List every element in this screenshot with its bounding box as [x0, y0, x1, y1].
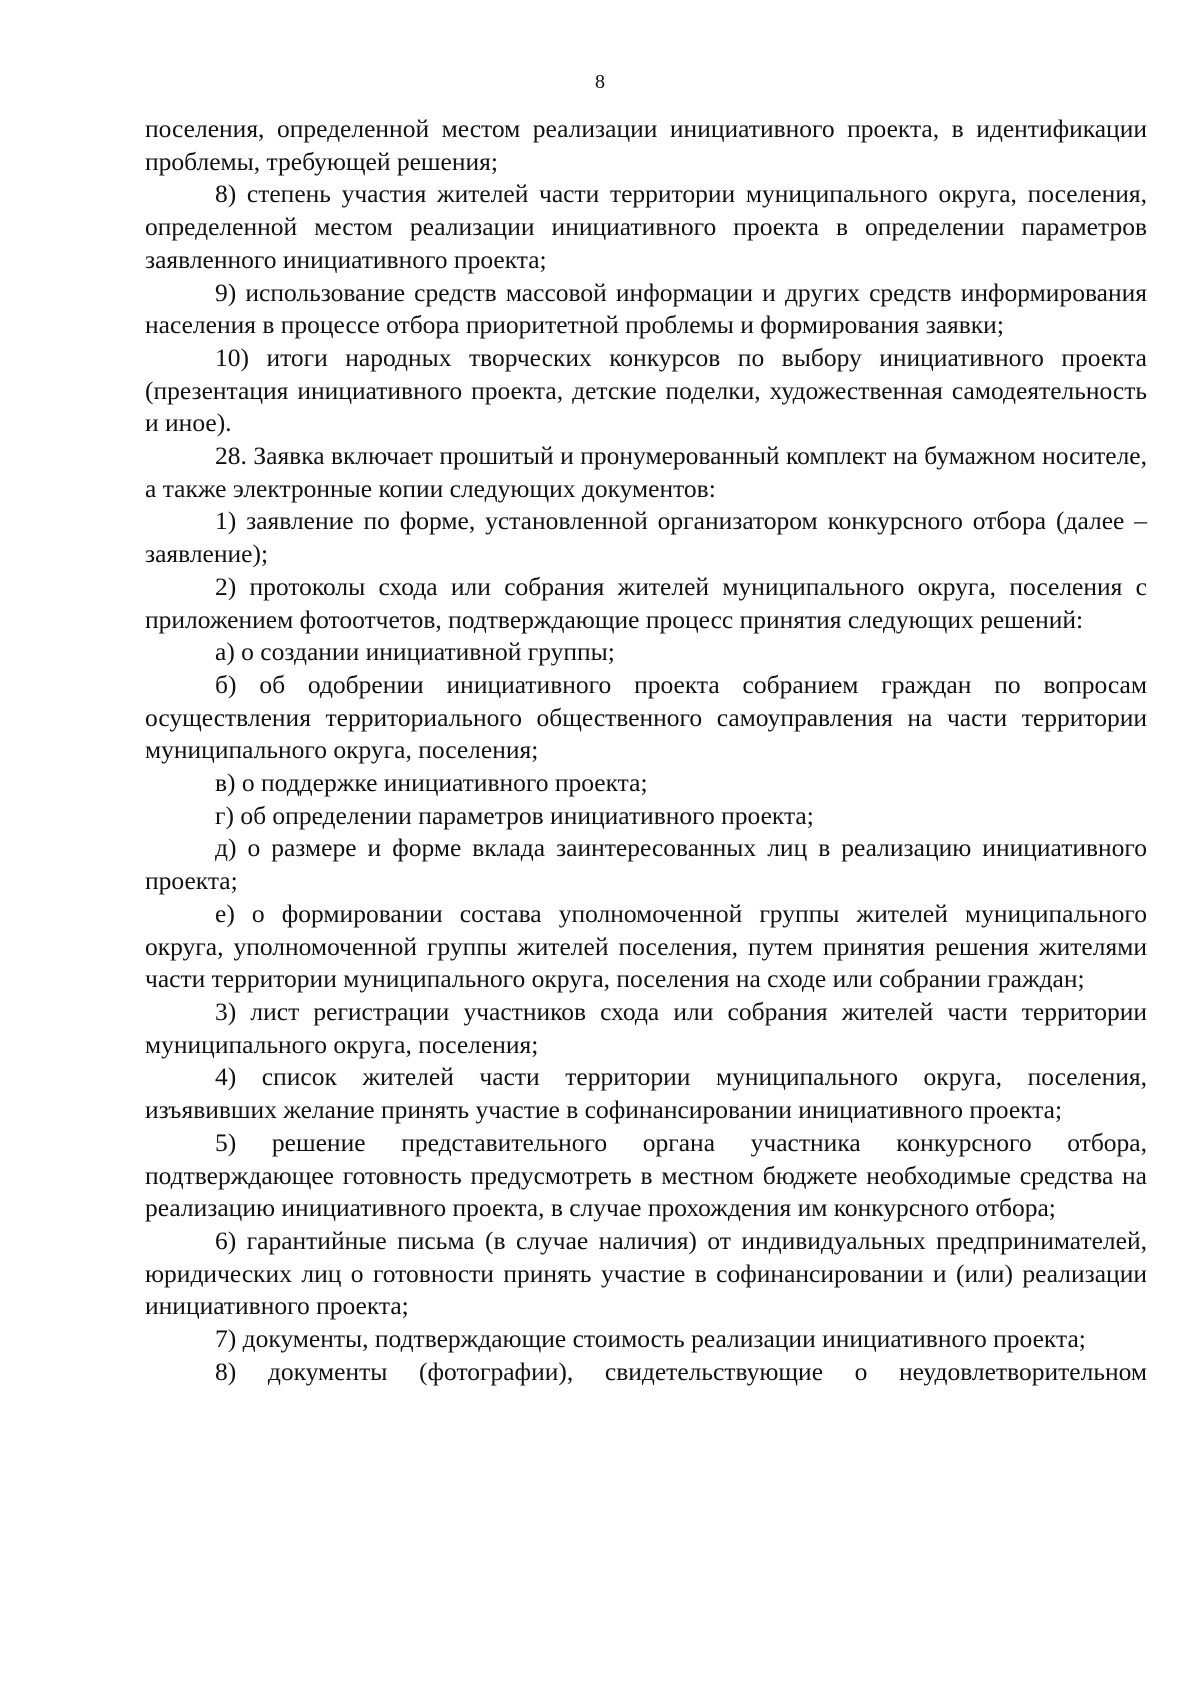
paragraph-sub-e: е) о формировании состава уполномоченной группы жителей муниципального округа, уполномоченной группы жителей поселения, путем принятия решения жителями части территории муниципального округа, поселения на сходе или собрании граждан; — [145, 898, 1147, 994]
paragraph-sub-d: д) о размере и форме вклада заинтересованных лиц в реализацию инициативного проекта; — [145, 833, 1147, 896]
paragraph-item-9: 9) использование средств массовой информации и других средств информирования населения в процессе отбора приоритетной проблемы и формирования заявки; — [145, 277, 1147, 340]
paragraph-section-28: 28. Заявка включает прошитый и пронумерованный комплект на бумажном носителе, а также электронные копии следующих документов: — [145, 441, 1147, 503]
page-number: 8 — [595, 71, 605, 93]
paragraph-doc-3: 3) лист регистрации участников схода или собрания жителей части территории муниципального округа, поселения; — [145, 996, 1147, 1059]
paragraph-continuation: поселения, определенной местом реализации инициативного проекта, в идентификации проблемы, требующей решения; — [145, 114, 1147, 176]
paragraph-doc-4: 4) список жителей части территории муниципального округа, поселения, изъявивших желание принять участие в софинансировании инициативного проекта; — [145, 1062, 1147, 1125]
paragraph-sub-g: г) об определении параметров инициативного проекта; — [215, 800, 814, 830]
paragraph-doc-5: 5) решение представительного органа участника конкурсного отбора, подтверждающее готовность предусмотреть в местном бюджете необходимые средства на реализацию инициативного проекта, в случае прохождения им конкурсного отбора; — [145, 1127, 1147, 1223]
paragraph-item-8: 8) степень участия жителей части территории муниципального округа, поселения, определенной местом реализации инициативного проекта в определении параметров заявленного инициативного проекта; — [145, 179, 1147, 274]
document-body — [145, 113, 1147, 1388]
paragraph-doc-6: 6) гарантийные письма (в случае наличия) от индивидуальных предпринимателей, юридических лиц о готовности принять участие в софинансировании и (или) реализации инициативного проекта; — [145, 1225, 1147, 1321]
paragraph-doc-8: 8) документы (фотографии), свидетельствующие о неудовлетворительном — [215, 1356, 1147, 1386]
paragraph-doc-2: 2) протоколы схода или собрания жителей муниципального округа, поселения с приложением фотоотчетов, подтверждающие процесс принятия следующих решений: — [145, 571, 1147, 634]
paragraph-sub-b: б) об одобрении инициативного проекта собранием граждан по вопросам осуществления территориального общественного самоуправления на части территории муниципального округа, поселения; — [145, 669, 1147, 765]
paragraph-sub-a: а) о создании инициативной группы; — [215, 637, 615, 667]
paragraph-doc-7: 7) документы, подтверждающие стоимость реализации инициативного проекта; — [215, 1324, 1086, 1354]
paragraph-item-10: 10) итоги народных творческих конкурсов по выбору инициативного проекта (презентация инициативного проекта, детские поделки, художественная самодеятельность и иное). — [145, 342, 1147, 438]
paragraph-doc-1: 1) заявление по форме, установленной организатором конкурсного отбора (далее – заявление); — [145, 506, 1147, 569]
paragraph-sub-v: в) о поддержке инициативного проекта; — [215, 768, 648, 798]
